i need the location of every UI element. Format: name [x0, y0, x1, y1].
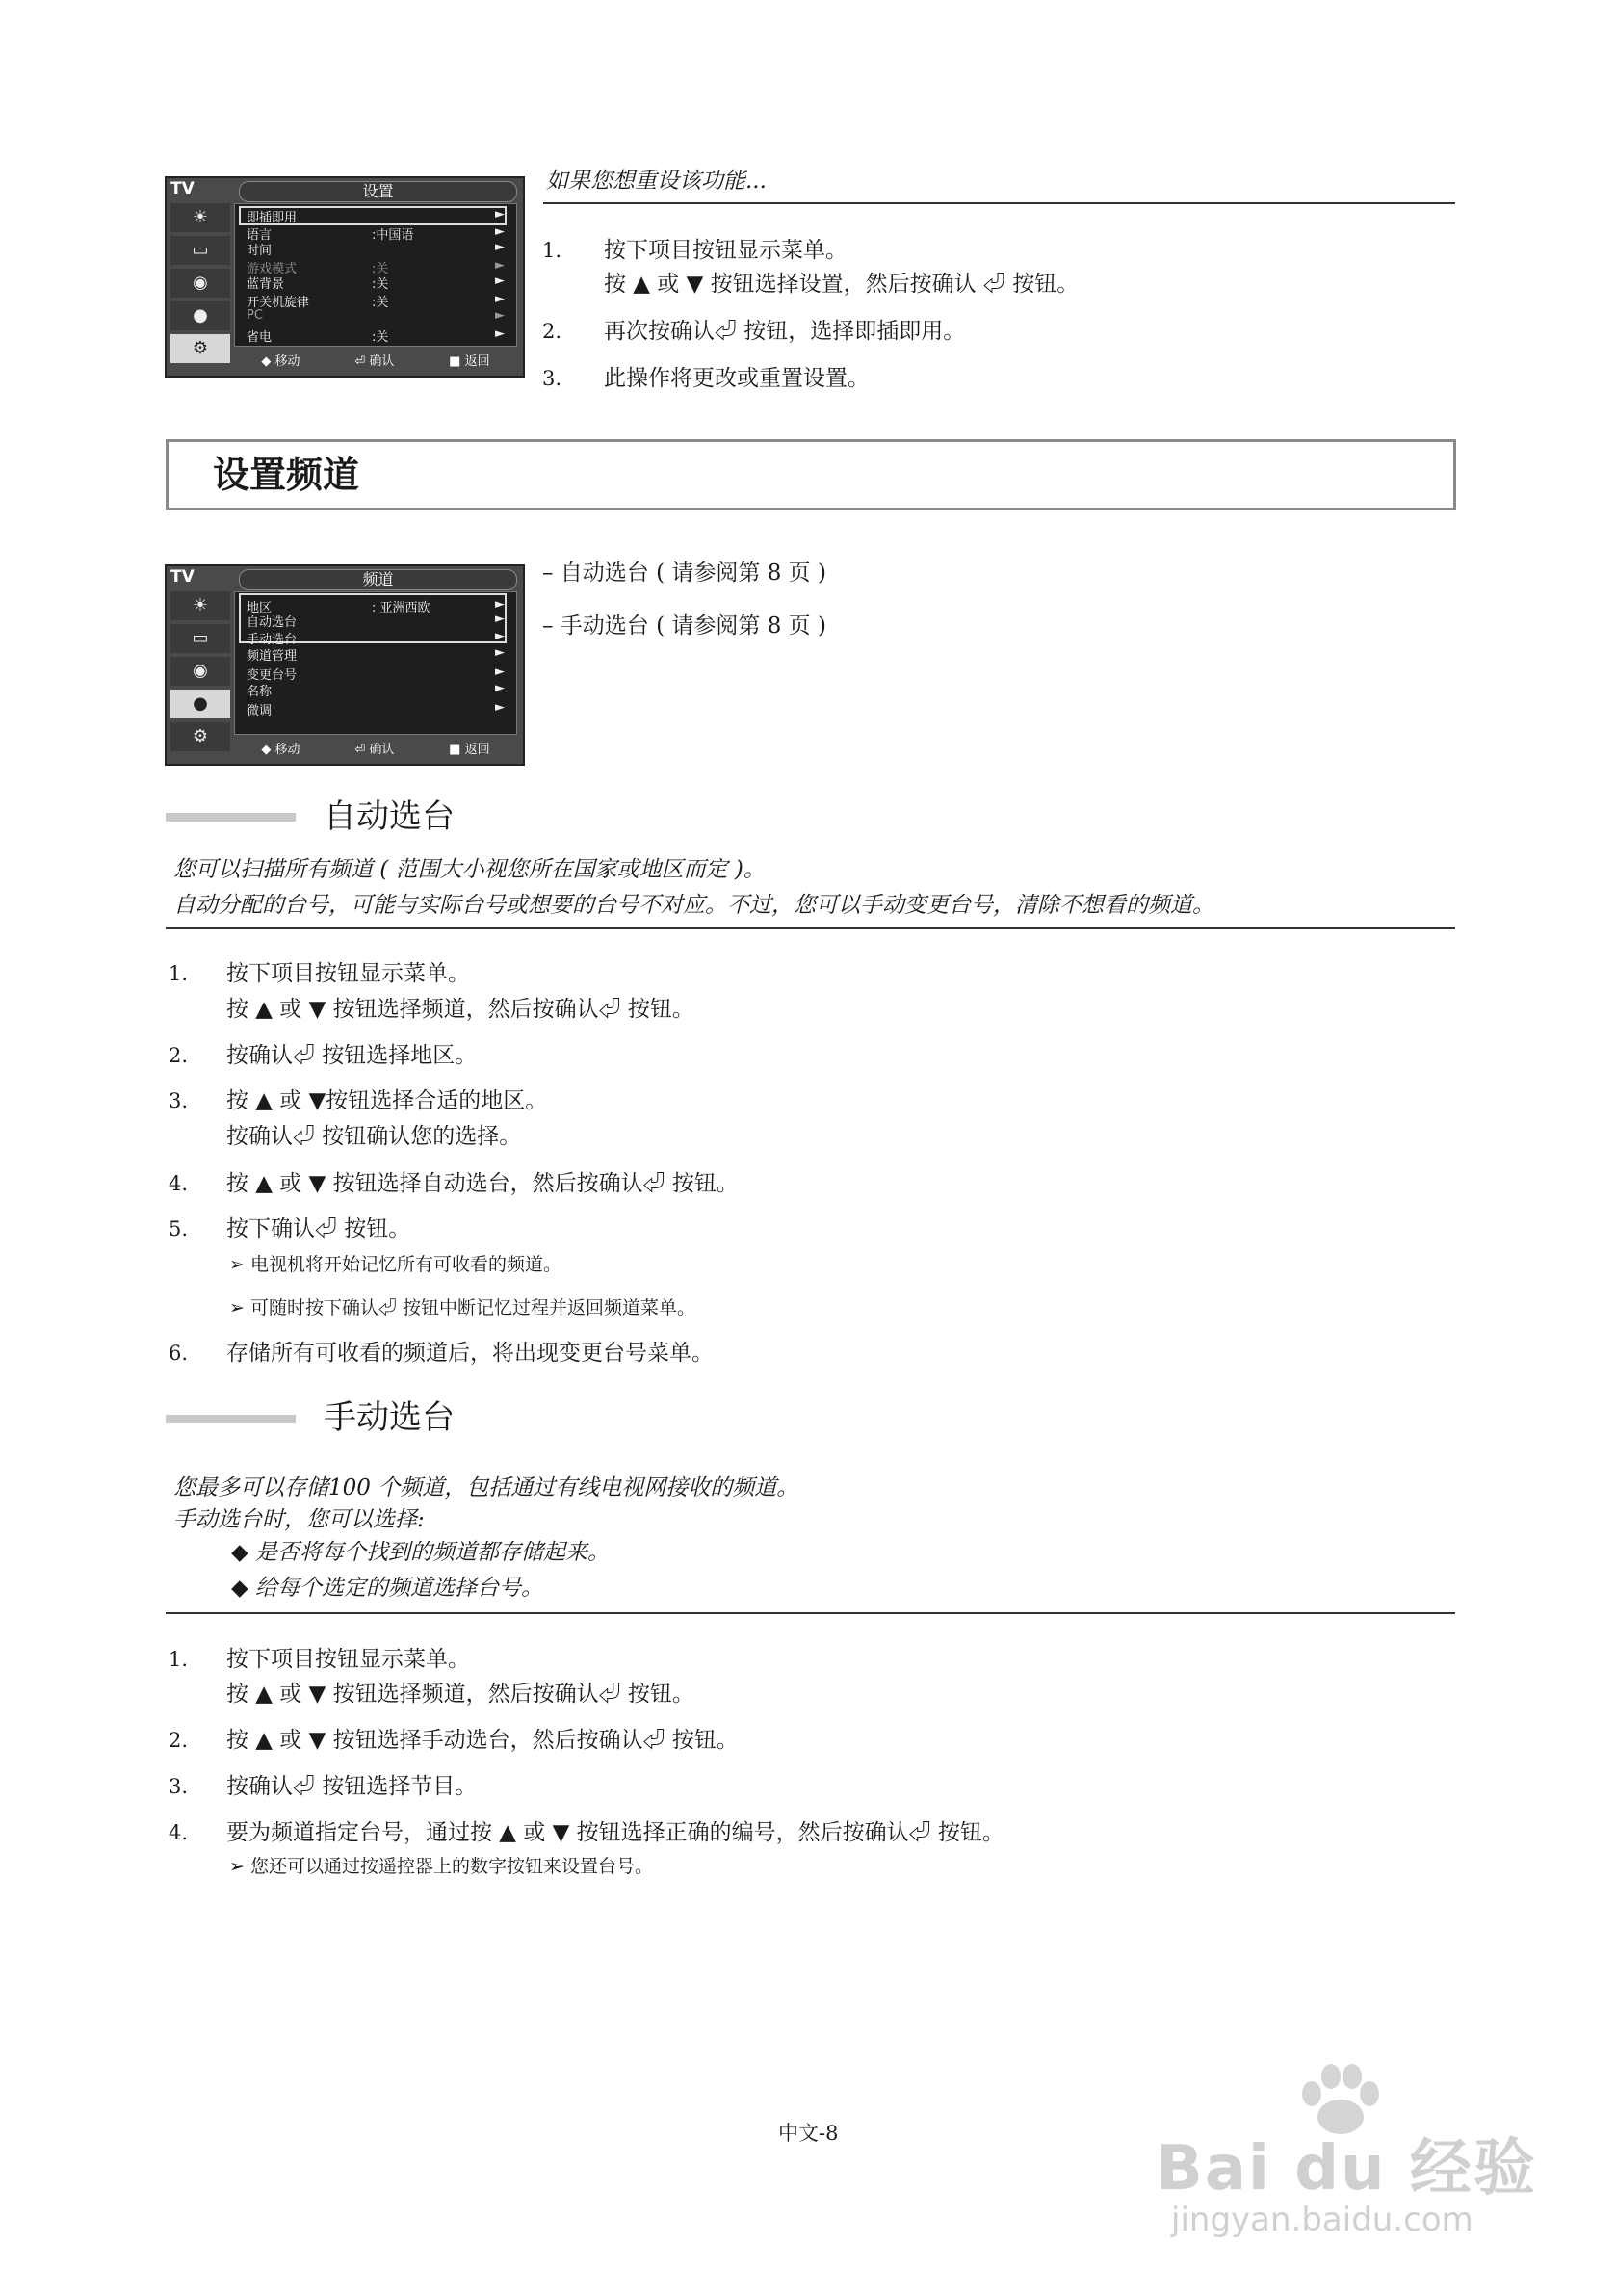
step-number: 4. — [169, 1821, 189, 1844]
step-text: 按 ▲ 或 ▼ 按钮选择设置，然后按确认 ⏎ 按钮。 — [604, 272, 1080, 297]
menu-footer — [234, 739, 517, 762]
manual-intro: 您最多可以存储100 个频道，包括通过有线电视网接收的频道。 — [173, 1475, 799, 1500]
step-text: 按确认⏎ 按钮确认您的选择。 — [226, 1124, 522, 1149]
menu-item: 变更台号 ► — [247, 665, 505, 683]
step-note: ➢ 电视机将开始记忆所有可收看的频道。 — [229, 1254, 561, 1275]
menu-item: 频道管理 ► — [247, 645, 505, 664]
watermark — [1146, 2061, 1589, 2273]
step-number: 1. — [169, 962, 189, 985]
manual-bullet: ◆ 给每个选定的频道选择台号。 — [231, 1576, 543, 1601]
page-reference: – 自动选台 ( 请参阅第 8 页 ) — [542, 561, 826, 586]
step-text: 按 ▲ 或 ▼ 按钮选择频道，然后按确认⏎ 按钮。 — [226, 1682, 694, 1707]
step-number: 3. — [542, 367, 562, 390]
step-number: 3. — [169, 1775, 189, 1798]
sound-icon: ▭ — [170, 624, 230, 653]
step-text: 按下项目按钮显示菜单。 — [604, 238, 848, 263]
step-text: 按下项目按钮显示菜单。 — [226, 1647, 470, 1672]
manual-title: 手动选台 — [324, 1398, 455, 1437]
step-number: 2. — [542, 320, 562, 343]
step-text: 存储所有可收看的频道后，将出现变更台号菜单。 — [226, 1341, 714, 1366]
step-note: ➢ 可随时按下确认⏎ 按钮中断记忆过程并返回频道菜单。 — [229, 1297, 696, 1318]
menu-item: 自动选台 ► — [247, 612, 505, 630]
picture-icon: ☀ — [170, 203, 230, 232]
menu-item: 开关机旋律 :关 ► — [247, 292, 505, 310]
divider — [543, 202, 1455, 204]
watermark-url: jingyan.baidu.com — [1171, 2201, 1474, 2239]
auto-intro: 您可以扫描所有频道 ( 范围大小视您所在国家或地区而定 )。 — [173, 857, 766, 882]
menu-item: 语言 :中国语 ► — [247, 224, 505, 243]
step-number: 4. — [169, 1172, 189, 1195]
settings-menu-image — [165, 176, 525, 378]
step-text: 按确认⏎ 按钮选择地区。 — [226, 1043, 478, 1068]
step-text: 要为频道指定台号，通过按 ▲ 或 ▼ 按钮选择正确的编号，然后按确认⏎ 按钮。 — [226, 1820, 1004, 1845]
menu-item: 即插即用 ► — [247, 207, 505, 225]
enter-hint: ⏎ 确认 — [354, 743, 395, 757]
menu-item: 蓝背景 :关 ► — [247, 274, 505, 292]
step-note: ➢ 您还可以通过按遥控器上的数字按钮来设置台号。 — [229, 1856, 653, 1877]
menu-item: PC ► — [247, 308, 505, 323]
subsection-bar — [166, 1415, 296, 1423]
step-number: 1. — [169, 1648, 189, 1671]
manual-intro: 手动选台时，您可以选择: — [173, 1507, 425, 1532]
step-text: 按 ▲ 或 ▼ 按钮选择频道，然后按确认⏎ 按钮。 — [226, 997, 694, 1022]
input-icon: ● — [170, 301, 230, 330]
enter-hint: ⏎ 确认 — [354, 354, 395, 369]
step-number: 6. — [169, 1342, 189, 1365]
page-reference: – 手动选台 ( 请参阅第 8 页 ) — [542, 613, 826, 639]
divider — [166, 927, 1455, 929]
picture-icon: ☀ — [170, 591, 230, 620]
watermark-brand: Bai du 经验 — [1156, 2133, 1537, 2205]
menu-item: 名称 ► — [247, 681, 505, 699]
menu-title: 频道 — [239, 569, 517, 590]
menu-item: 手动选台 ► — [247, 629, 505, 647]
menu-icon-column — [170, 591, 230, 746]
menu-panel — [234, 203, 517, 347]
section-title: 设置频道 — [213, 454, 360, 496]
step-number: 2. — [169, 1729, 189, 1752]
step-number: 5. — [169, 1217, 189, 1240]
step-number: 2. — [169, 1044, 189, 1067]
step-text: 按确认⏎ 按钮选择节目。 — [226, 1774, 478, 1799]
menu-panel — [234, 591, 517, 735]
auto-title: 自动选台 — [324, 797, 455, 836]
menu-item: 游戏模式 :关 ► — [247, 258, 505, 276]
menu-item: 微调 ► — [247, 700, 505, 718]
move-hint: ◆ 移动 — [261, 743, 300, 757]
section-title-box — [166, 439, 1456, 510]
subsection-bar — [166, 813, 296, 822]
step-text: 按 ▲ 或 ▼按钮选择合适的地区。 — [226, 1088, 548, 1113]
channel-icon: ◉ — [170, 657, 230, 686]
step-text: 此操作将更改或重置设置。 — [604, 366, 870, 391]
menu-footer — [234, 351, 517, 374]
tv-tag: TV — [170, 179, 195, 198]
move-hint: ◆ 移动 — [261, 354, 300, 369]
tv-tag: TV — [170, 567, 195, 587]
step-text: 按 ▲ 或 ▼ 按钮选择手动选台，然后按确认⏎ 按钮。 — [226, 1728, 739, 1753]
reset-heading: 如果您想重设该功能... — [546, 169, 767, 194]
auto-intro: 自动分配的台号，可能与实际台号或想要的台号不对应。不过，您可以手动变更台号，清除不想看的频道。 — [173, 893, 1214, 918]
step-text: 再次按确认⏎ 按钮，选择即插即用。 — [604, 319, 966, 344]
step-text: 按下项目按钮显示菜单。 — [226, 961, 470, 986]
divider — [166, 1612, 1455, 1614]
menu-item: 时间 ► — [247, 240, 505, 258]
menu-title: 设置 — [239, 181, 517, 202]
manual-bullet: ◆ 是否将每个找到的频道都存储起来。 — [231, 1540, 610, 1565]
menu-item: 地区 : 亚洲西欧 ► — [247, 597, 505, 615]
menu-item: 省电 :关 ► — [247, 326, 505, 345]
back-hint: ■ 返回 — [449, 354, 490, 369]
setup-icon: ⚙ — [170, 334, 230, 363]
sound-icon: ▭ — [170, 236, 230, 265]
back-hint: ■ 返回 — [449, 743, 490, 757]
channel-menu-image — [165, 564, 525, 766]
step-number: 3. — [169, 1089, 189, 1112]
menu-icon-column — [170, 203, 230, 358]
step-text: 按下确认⏎ 按钮。 — [226, 1216, 411, 1241]
input-icon: ● — [170, 690, 230, 718]
step-text: 按 ▲ 或 ▼ 按钮选择自动选台，然后按确认⏎ 按钮。 — [226, 1171, 739, 1196]
channel-icon: ◉ — [170, 269, 230, 298]
setup-icon: ⚙ — [170, 722, 230, 751]
step-number: 1. — [542, 239, 562, 262]
page-number: 中文-8 — [778, 2122, 839, 2145]
